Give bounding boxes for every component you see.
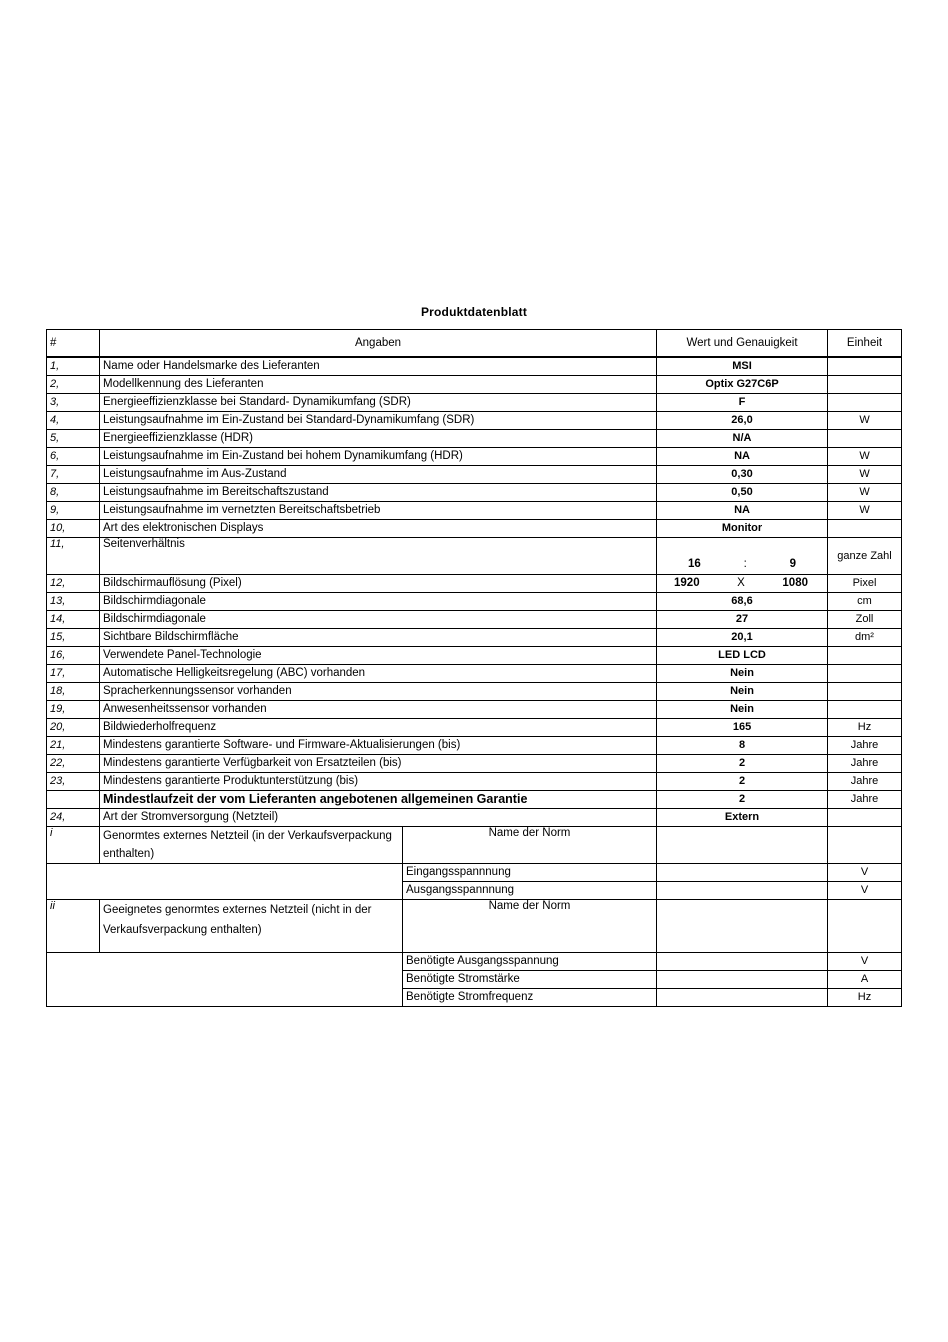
- row-value: 2: [657, 773, 828, 791]
- table-row: [47, 809, 902, 827]
- row-description: Bildwiederholfrequenz: [100, 719, 657, 737]
- row-number: 2,: [47, 376, 100, 394]
- row-description: Bildschirmdiagonale: [100, 611, 657, 629]
- row-description: Name oder Handelsmarke des Lieferanten: [100, 357, 657, 376]
- table-row-resolution: [47, 575, 902, 593]
- row-number: 14,: [47, 611, 100, 629]
- row-number: 12,: [47, 575, 100, 593]
- table-row-aspect-ratio: [47, 538, 902, 575]
- row-number: 6,: [47, 448, 100, 466]
- table-row: [47, 430, 902, 448]
- psu-ii-description: Geeignetes genormtes externes Netzteil (nicht in der Verkaufsverpackung enthalten): [100, 900, 403, 953]
- row-value: Nein: [657, 683, 828, 701]
- psu-i-row: [47, 827, 902, 864]
- row-value: N/A: [657, 430, 828, 448]
- row-unit: W: [828, 484, 902, 502]
- row-unit: W: [828, 502, 902, 520]
- row-description: Bildschirmdiagonale: [100, 593, 657, 611]
- psu-i-input-unit: V: [828, 864, 902, 882]
- psu-ii-freq-value: [657, 989, 828, 1007]
- psu-ii-voltage-value: [657, 953, 828, 971]
- row-number: 24,: [47, 809, 100, 827]
- table-row: [47, 520, 902, 538]
- row-unit: W: [828, 466, 902, 484]
- row-unit: [828, 394, 902, 412]
- row-number: 13,: [47, 593, 100, 611]
- row-unit: [828, 357, 902, 376]
- row-number: ii: [47, 900, 100, 953]
- row-number: 3,: [47, 394, 100, 412]
- psu-i-output-value: [657, 882, 828, 900]
- table-row: [47, 376, 902, 394]
- row-unit: cm: [828, 593, 902, 611]
- row-number: 23,: [47, 773, 100, 791]
- table-row: [47, 647, 902, 665]
- blank-cell: [47, 864, 403, 900]
- table-row: [47, 755, 902, 773]
- psu-i-input-row: [47, 864, 902, 882]
- row-value: Nein: [657, 701, 828, 719]
- table-row: [47, 791, 902, 809]
- psu-i-norm-unit: [828, 827, 902, 864]
- psu-i-description: Genormtes externes Netzteil (in der Verkaufsverpackung enthalten): [100, 827, 403, 864]
- row-number: 18,: [47, 683, 100, 701]
- psu-ii-voltage-row: [47, 953, 902, 971]
- product-data-sheet-table: [46, 329, 902, 1007]
- psu-i-output-unit: V: [828, 882, 902, 900]
- table-row: [47, 629, 902, 647]
- ratio-a: 16: [688, 558, 701, 570]
- row-number: 22,: [47, 755, 100, 773]
- table-row: [47, 773, 902, 791]
- psu-ii-row: [47, 900, 902, 953]
- row-number: 9,: [47, 502, 100, 520]
- row-value: 20,1: [657, 629, 828, 647]
- psu-ii-norm-unit: [828, 900, 902, 953]
- row-description: Spracherkennungssensor vorhanden: [100, 683, 657, 701]
- row-number: i: [47, 827, 100, 864]
- row-number: 20,: [47, 719, 100, 737]
- row-unit: Pixel: [828, 575, 902, 593]
- row-value: F: [657, 394, 828, 412]
- table-row: [47, 665, 902, 683]
- table-row: [47, 357, 902, 376]
- psu-ii-freq-unit: Hz: [828, 989, 902, 1007]
- row-value: 2: [657, 791, 828, 809]
- row-unit: [828, 701, 902, 719]
- row-number: 15,: [47, 629, 100, 647]
- row-description: Energieeffizienzklasse (HDR): [100, 430, 657, 448]
- ratio-separator: :: [743, 558, 747, 570]
- psu-ii-current-value: [657, 971, 828, 989]
- row-unit: Jahre: [828, 791, 902, 809]
- row-value: LED LCD: [657, 647, 828, 665]
- header-unit: Einheit: [828, 330, 902, 358]
- row-value: 27: [657, 611, 828, 629]
- row-unit: [828, 376, 902, 394]
- row-unit: Jahre: [828, 755, 902, 773]
- row-unit: W: [828, 412, 902, 430]
- row-number: 10,: [47, 520, 100, 538]
- row-number: 19,: [47, 701, 100, 719]
- row-description: Mindestens garantierte Software- und Firmware-Aktualisierungen (bis): [100, 737, 657, 755]
- row-value: 0,30: [657, 466, 828, 484]
- table-row: [47, 683, 902, 701]
- row-value: 2: [657, 755, 828, 773]
- row-unit: [828, 809, 902, 827]
- row-value: 8: [657, 737, 828, 755]
- psu-ii-current-label: Benötigte Stromstärke: [403, 971, 657, 989]
- row-description: Modellkennung des Lieferanten: [100, 376, 657, 394]
- row-description: Leistungsaufnahme im vernetzten Bereitschaftsbetrieb: [100, 502, 657, 520]
- table-row: [47, 737, 902, 755]
- row-unit: [828, 520, 902, 538]
- row-unit: [828, 665, 902, 683]
- table-row: [47, 502, 902, 520]
- row-value: Optix G27C6P: [657, 376, 828, 394]
- psu-i-output-label: Ausgangsspannnung: [403, 882, 657, 900]
- row-value: 68,6: [657, 593, 828, 611]
- row-description: Anwesenheitssensor vorhanden: [100, 701, 657, 719]
- resolution-value: [657, 575, 828, 593]
- row-unit: W: [828, 448, 902, 466]
- table-row: [47, 719, 902, 737]
- row-number: 21,: [47, 737, 100, 755]
- psu-i-norm-label: Name der Norm: [403, 827, 657, 864]
- row-description: Verwendete Panel-Technologie: [100, 647, 657, 665]
- psu-i-norm-value: [657, 827, 828, 864]
- row-number: 17,: [47, 665, 100, 683]
- header-desc: Angaben: [100, 330, 657, 358]
- psu-ii-norm-label: Name der Norm: [403, 900, 657, 953]
- psu-ii-voltage-label: Benötigte Ausgangsspannung: [403, 953, 657, 971]
- resolution-height: 1080: [782, 577, 808, 589]
- row-unit: Jahre: [828, 737, 902, 755]
- row-number: 11,: [47, 538, 100, 575]
- header-num: #: [47, 330, 100, 358]
- row-description: Leistungsaufnahme im Aus-Zustand: [100, 466, 657, 484]
- psu-ii-voltage-unit: V: [828, 953, 902, 971]
- row-unit: Zoll: [828, 611, 902, 629]
- row-number: 5,: [47, 430, 100, 448]
- row-number: 4,: [47, 412, 100, 430]
- table-row: [47, 412, 902, 430]
- row-unit: ganze Zahl: [828, 538, 902, 575]
- row-unit: Jahre: [828, 773, 902, 791]
- row-description: Leistungsaufnahme im Ein-Zustand bei Standard-Dynamikumfang (SDR): [100, 412, 657, 430]
- row-description: Leistungsaufnahme im Bereitschaftszustand: [100, 484, 657, 502]
- row-number: 7,: [47, 466, 100, 484]
- resolution-separator: X: [737, 577, 745, 589]
- row-number: [47, 791, 100, 809]
- row-value: Monitor: [657, 520, 828, 538]
- table-row: [47, 466, 902, 484]
- row-value: 165: [657, 719, 828, 737]
- psu-ii-freq-label: Benötigte Stromfrequenz: [403, 989, 657, 1007]
- row-description: Seitenverhältnis: [100, 538, 657, 575]
- ratio-b: 9: [789, 558, 797, 570]
- row-description: Mindestens garantierte Verfügbarkeit von Ersatzteilen (bis): [100, 755, 657, 773]
- row-value: Extern: [657, 809, 828, 827]
- header-value: Wert und Genauigkeit: [657, 330, 828, 358]
- row-number: 1,: [47, 357, 100, 376]
- row-description: Energieeffizienzklasse bei Standard- Dynamikumfang (SDR): [100, 394, 657, 412]
- row-description: Mindestlaufzeit der vom Lieferanten angebotenen allgemeinen Garantie: [100, 791, 657, 809]
- row-value: NA: [657, 502, 828, 520]
- psu-ii-norm-value: [657, 900, 828, 953]
- row-description: Automatische Helligkeitsregelung (ABC) vorhanden: [100, 665, 657, 683]
- aspect-ratio-value: [657, 538, 828, 575]
- row-unit: [828, 683, 902, 701]
- table-row: [47, 611, 902, 629]
- blank-cell: [47, 953, 403, 1007]
- table-row: [47, 394, 902, 412]
- row-value: NA: [657, 448, 828, 466]
- table-row: [47, 593, 902, 611]
- row-number: 16,: [47, 647, 100, 665]
- page-title: Produktdatenblatt: [420, 305, 528, 319]
- psu-ii-current-unit: A: [828, 971, 902, 989]
- row-unit: [828, 647, 902, 665]
- row-unit: Hz: [828, 719, 902, 737]
- resolution-width: 1920: [674, 577, 700, 589]
- table-header-row: [47, 330, 902, 358]
- row-value: Nein: [657, 665, 828, 683]
- row-description: Mindestens garantierte Produktunterstützung (bis): [100, 773, 657, 791]
- row-value: MSI: [657, 357, 828, 376]
- psu-i-input-value: [657, 864, 828, 882]
- table-row: [47, 701, 902, 719]
- row-value: 26,0: [657, 412, 828, 430]
- row-description: Sichtbare Bildschirmfläche: [100, 629, 657, 647]
- row-value: 0,50: [657, 484, 828, 502]
- row-unit: dm²: [828, 629, 902, 647]
- row-number: 8,: [47, 484, 100, 502]
- row-description: Bildschirmauflösung (Pixel): [100, 575, 657, 593]
- row-unit: [828, 430, 902, 448]
- row-description: Art des elektronischen Displays: [100, 520, 657, 538]
- row-description: Leistungsaufnahme im Ein-Zustand bei hohem Dynamikumfang (HDR): [100, 448, 657, 466]
- psu-i-input-label: Eingangsspannnung: [403, 864, 657, 882]
- table-row: [47, 448, 902, 466]
- table-row: [47, 484, 902, 502]
- row-description: Art der Stromversorgung (Netzteil): [100, 809, 657, 827]
